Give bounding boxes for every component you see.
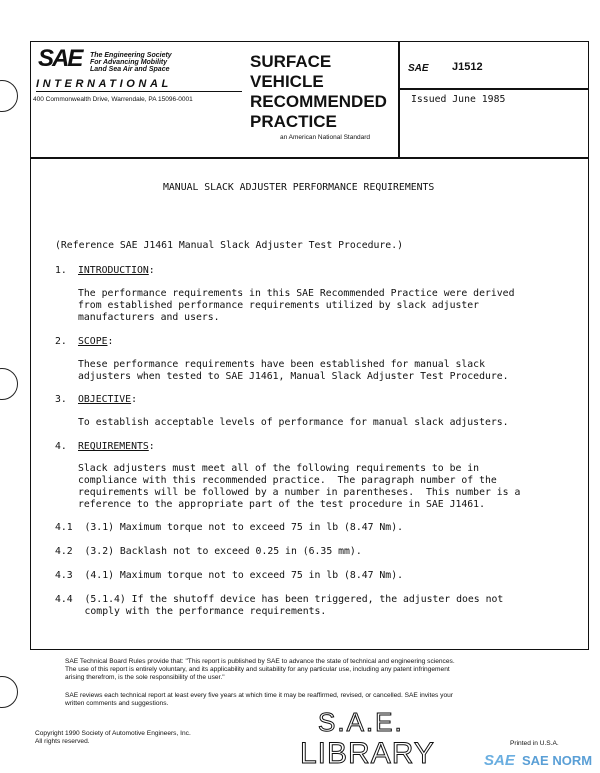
library-stamp: S.A.E. [318, 707, 404, 737]
requirement-item: 4.3 (4.1) Maximum torque not to exceed 75 in lb (8.47 Nm). [55, 570, 404, 581]
board-rules: SAE Technical Board Rules provide that: "This report is published by SAE to advance the state of technical and engineering sciences. The use of this report is entirely voluntary, and its applicability and suitability for any particular use, including any patent infringement arising therefrom, is the sole responsibility of the user." [65, 658, 455, 681]
requirement-item: 4.2 (3.2) Backlash not to exceed 0.25 in (6.35 mm). [55, 546, 362, 557]
section-heading: OBJECTIVE: [78, 394, 137, 405]
punch-hole [0, 368, 18, 400]
doc-number: J1512 [452, 61, 483, 73]
watermark: SAE NORM [522, 753, 593, 768]
printed-in: Printed in U.S.A. [510, 740, 559, 747]
divider [398, 88, 588, 90]
paragraph: These performance requirements have been established for manual slack adjusters when tested to SAE J1461, Manual Slack Adjuster Test Procedure. [78, 359, 509, 382]
section-number: 3. [55, 394, 67, 405]
requirement-item: 4.1 (3.1) Maximum torque not to exceed 75 in lb (8.47 Nm). [55, 522, 404, 533]
requirement-item: 4.4 (5.1.4) If the shutoff device has been triggered, the adjuster does not comply with the performance requirements. [55, 594, 504, 617]
paragraph: The performance requirements in this SAE Recommended Practice were derived from established performance requirements utilized by slack adjuster manufacturers and users. [78, 288, 515, 323]
doc-type: RECOMMENDED [250, 92, 387, 111]
document-title: MANUAL SLACK ADJUSTER PERFORMANCE REQUIREMENTS [163, 182, 435, 193]
watermark-logo: SAE [484, 752, 515, 769]
section-heading: REQUIREMENTS: [78, 441, 155, 452]
section-heading: INTRODUCTION: [78, 265, 155, 276]
copyright: Copyright 1990 Society of Automotive Engineers, Inc. All rights reserved. [35, 730, 191, 745]
sae-small-logo: SAE [408, 63, 429, 74]
doc-type: PRACTICE [250, 112, 337, 131]
punch-hole [0, 80, 18, 112]
doc-type: SURFACE [250, 52, 332, 71]
reference-note: (Reference SAE J1461 Manual Slack Adjuster Test Procedure.) [55, 240, 403, 251]
issued-date: Issued June 1985 [411, 94, 506, 105]
divider [30, 157, 588, 159]
section-number: 2. [55, 336, 67, 347]
review-note: SAE reviews each technical report at least every five years at which time it may be reaffirmed, revised, or cancelled. SAE invites your written comments and suggestions. [65, 692, 453, 707]
section-number: 1. [55, 265, 67, 276]
paragraph: To establish acceptable levels of performance for manual slack adjusters. [78, 417, 509, 428]
document-frame [30, 41, 589, 650]
doc-type: VEHICLE [250, 72, 324, 91]
section-heading: SCOPE: [78, 336, 114, 347]
library-stamp: LIBRARY [300, 737, 435, 770]
ans-note: an American National Standard [280, 134, 370, 141]
address: 400 Commonwealth Drive, Warrendale, PA 15096-0001 [33, 96, 193, 103]
document-page: SAE The Engineering Society For Advancing Mobility Land Sea Air and Space INTERNATIONAL 400 Commonwealth Drive, Warrendale, PA 15096-0001 SURFACE VEHICLE RECOMMENDED PRACTICE an American National Standard SAE J1512 Issued June 1985 MANUAL SLACK ADJUSTER PERFORMANCE REQUIREMENTS (Reference SAE J1461 Manual Slack Adjuster Test Procedure.) 1. INTRODUCTION: The performance requirements in this SAE Recommended Practice were derived from established performance requirements utilized by slack adjuster manufacturers and users. 2. SCOPE: These performance requirements have been established for manual slack adjusters when tested to SAE J1461, Manual Slack Adjuster Test Procedure. 3. OBJECTIVE: To establish acceptable levels of performance for manual slack adjusters. 4. REQUIREMENTS: Slack adjusters must meet all of the following requirements to be in compliance with this recommended practice. The paragraph number of the requirements will be followed by a number in parentheses. This number is a reference to the appropriate part of the test procedure in SAE J1461. 4.1 (3.1) Maximum torque not to exceed 75 in lb (8.47 Nm). 4.2 (3.2) Backlash not to exceed 0.25 in (6.35 mm). 4.3 (4.1) Maximum torque not to exceed 75 in lb (8.47 Nm). 4.4 (5.1.4) If the shutoff device has been triggered, the adjuster does not comply with the performance requirements. SAE Technical Board Rules provide that: "This report is published by SAE to advance the state of technical and engineering sciences. The use of this report is entirely voluntary, and its applicability and suitability for any particular use, including any patent infringement arising therefrom, is the sole responsibility of the user." SAE reviews each technical report at least every five years at which time it may be reaffirmed, revised, or cancelled. SAE invites your written comments and suggestions. Copyright 1990 Society of Automotive Engineers, Inc. All rights reserved. S.A.E. LIBRARY Printed in U.S.A. SAE SAE NORM [0, 0, 600, 773]
divider [398, 41, 400, 158]
section-number: 4. [55, 441, 67, 452]
paragraph: Slack adjusters must meet all of the following requirements to be in compliance with this recommended practice. The paragraph number of the requirements will be followed by a number in parentheses. This number is a reference to the appropriate part of the test procedure in SAE J1461. [78, 463, 521, 510]
punch-hole [0, 676, 18, 708]
